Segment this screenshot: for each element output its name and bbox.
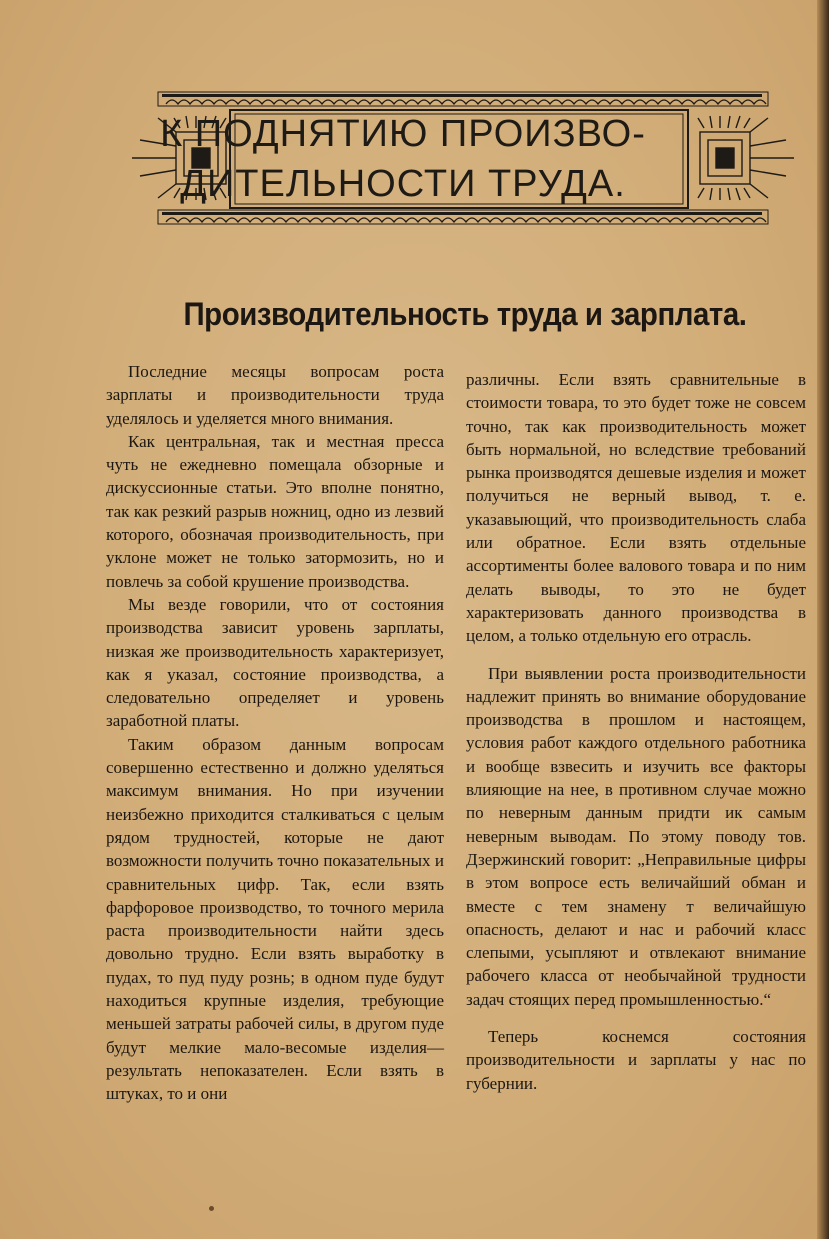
paragraph: Таким образом данным вопросам совершенно естественно и должно уделяться максимум внимания. Но при изучении неизбежно приходится сталкиваться с целым рядом трудностей, которые не дают возможности получить точно показательных и сравнительных цифр. Так, если взять фарфоровое производство, то точного мерила раста производительности найти здесь довольно трудно. Если взять выработку в пудах, то пуд пуду рознь; в одном пуде будут находиться крупные изделия, требующие меньшей затраты рабочей силы, в другом пуде будут мелкие мало-весомые изделия—результать непоказателен. Если взять в штуках, то и они <box>106 734 444 1104</box>
paragraph: Мы везде говорили, что от состояния производства зависит уровень зарплаты, низкая же производительность характеризует, как я указал, состояние производства, а следовательно определяет и уровень заработной платы. <box>106 594 444 731</box>
ink-speck <box>209 1206 214 1211</box>
paragraph: Теперь коснемся состояния производительности и зарплаты у нас по губернии. <box>466 1027 806 1093</box>
banner-title-line-2: ДИТЕЛЬНОСТИ ТРУДА. <box>180 163 626 205</box>
paragraph: различны. Если взять сравнительные в стоимости товара, то это будет тоже не совсем точно, так как производительность может быть нормальной, но вследствие требований рынка производятся дешевые изделия и может получиться не верный вывод, т. е. указавыющий, что производительность слаба или обратное. Если взять отдельные ассортименты более валового товара и по ним делать выводы, то это не будет характеризовать данного производства в целом, а только отдельную его отрасль. <box>466 370 806 646</box>
page-edge-shadow <box>817 0 829 1239</box>
paragraph: Последние месяцы вопросам роста зарплаты и производительности труда уделялось и уделяется много внимания. <box>106 362 444 428</box>
right-column <box>466 368 806 1095</box>
paragraph: Как центральная, так и местная пресса чуть не ежедневно помещала обзорные и дискуссионные статьи. Это вполне понятно, так как резкий разрыв ножниц, одно из лезвий которого, обозначая производительность, при уклоне может не только затормозить, но и повлечь за собой крушение производства. <box>106 431 444 591</box>
banner-title-line-1: К ПОДНЯТИЮ ПРОИЗВО- <box>160 113 646 155</box>
left-column <box>106 360 444 1106</box>
paragraph: При выявлении роста производительности надлежит принять во внимание оборудование производства в прошлом и настоящем, условия работ каждого отдельного работника и вообще взвесить и изучить все факторы влияющие на нее, в противном случае можно по неверным данным придти ик самым неверным выводам. По этому поводу тов. Дзержинский говорит: „Неправильные цифры в этом вопросе есть величайший обман и вместе с тем знамену т величайшую опасность, делают и нас и рабочий класс слепыми, усыпляют и отвлекают внимание рабочего класса от необычайной трудности задач стоящих перед промышленностью.“ <box>466 663 806 1009</box>
article-title: Производительность труда и зарплата. <box>183 296 747 332</box>
